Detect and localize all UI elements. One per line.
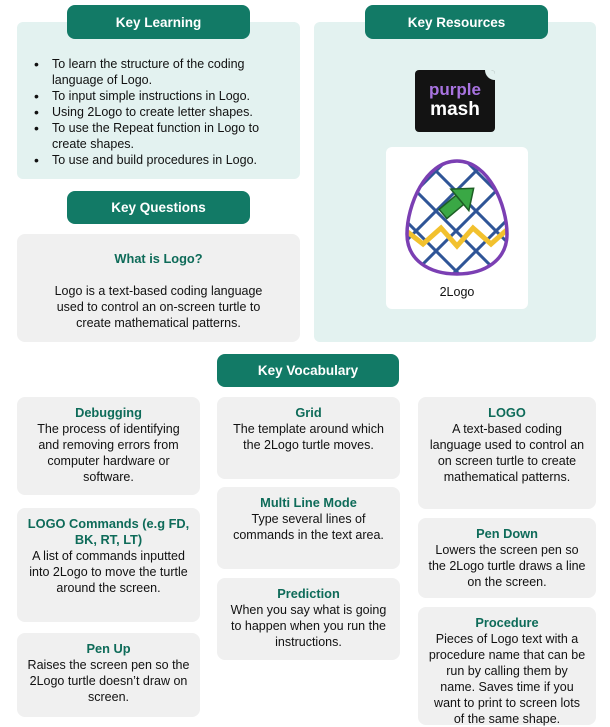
key-learning-heading: Key Learning [67,5,250,39]
vocab-term: Debugging [75,405,142,420]
question-answer: Logo is a text-based coding language used to control an on-screen turtle to create mathematical patterns. [54,284,263,330]
logo-bite [485,70,495,80]
learning-item: • To use and build procedures in Logo. [30,152,292,168]
vocab-definition: A list of commands inputted into 2Logo to move the turtle around the screen. [29,549,188,595]
learning-item: • To use the Repeat function in Logo to create shapes. [30,120,292,152]
vocab-definition: Pieces of Logo text with a procedure name that can be run by calling them by name. Saves time if you want to print to screen lots of the same shape. [428,632,586,726]
key-vocabulary-heading: Key Vocabulary [217,354,399,387]
2logo-app-card [386,147,528,309]
logo-word-purple: purple [429,80,481,99]
vocab-definition: Raises the screen pen so the 2Logo turtle doesn’t draw on screen. [27,658,190,704]
vocab-card-multi-line-mode [217,487,400,569]
vocab-term: Prediction [277,586,340,601]
vocab-card-logo-commands [17,508,200,622]
vocab-term: LOGO [488,405,526,420]
vocab-card-logo [418,397,596,509]
logo-word-mash: mash [430,99,480,120]
2logo-egg-icon [401,156,513,278]
learning-item: • To input simple instructions in Logo. [30,88,292,104]
question-card [17,234,300,342]
vocab-term: Multi Line Mode [260,495,357,510]
question-title: What is Logo? [114,251,203,266]
purple-mash-logo [415,70,495,132]
vocab-card-pen-up [17,633,200,717]
vocab-card-debugging [17,397,200,495]
key-resources-heading: Key Resources [365,5,548,39]
vocab-term: Pen Down [476,526,538,541]
vocab-term: Pen Up [86,641,131,656]
key-questions-heading: Key Questions [67,191,250,224]
vocab-card-pen-down [418,518,596,598]
vocab-definition: When you say what is going to happen when you run the instructions. [230,603,387,649]
vocab-definition: A text-based coding language used to control an on screen turtle to create mathematical patterns. [429,422,585,484]
learning-item: • To learn the structure of the coding language of Logo. [30,56,292,88]
vocab-term: Grid [295,405,322,420]
vocab-definition: Type several lines of commands in the text area. [233,512,384,542]
key-learning-list [30,56,292,168]
vocab-term: LOGO Commands (e.g FD, BK, RT, LT) [27,516,190,547]
learning-item: • Using 2Logo to create letter shapes. [30,104,292,120]
vocab-card-grid [217,397,400,479]
vocab-definition: The template around which the 2Logo turtle moves. [233,422,384,452]
vocab-term: Procedure [475,615,539,630]
2logo-caption: 2Logo [439,285,475,299]
vocab-card-prediction [217,578,400,660]
vocab-definition: Lowers the screen pen so the 2Logo turtle draws a line on the screen. [428,543,586,589]
vocab-definition: The process of identifying and removing errors from computer hardware or software. [37,422,180,484]
vocab-card-procedure [418,607,596,725]
